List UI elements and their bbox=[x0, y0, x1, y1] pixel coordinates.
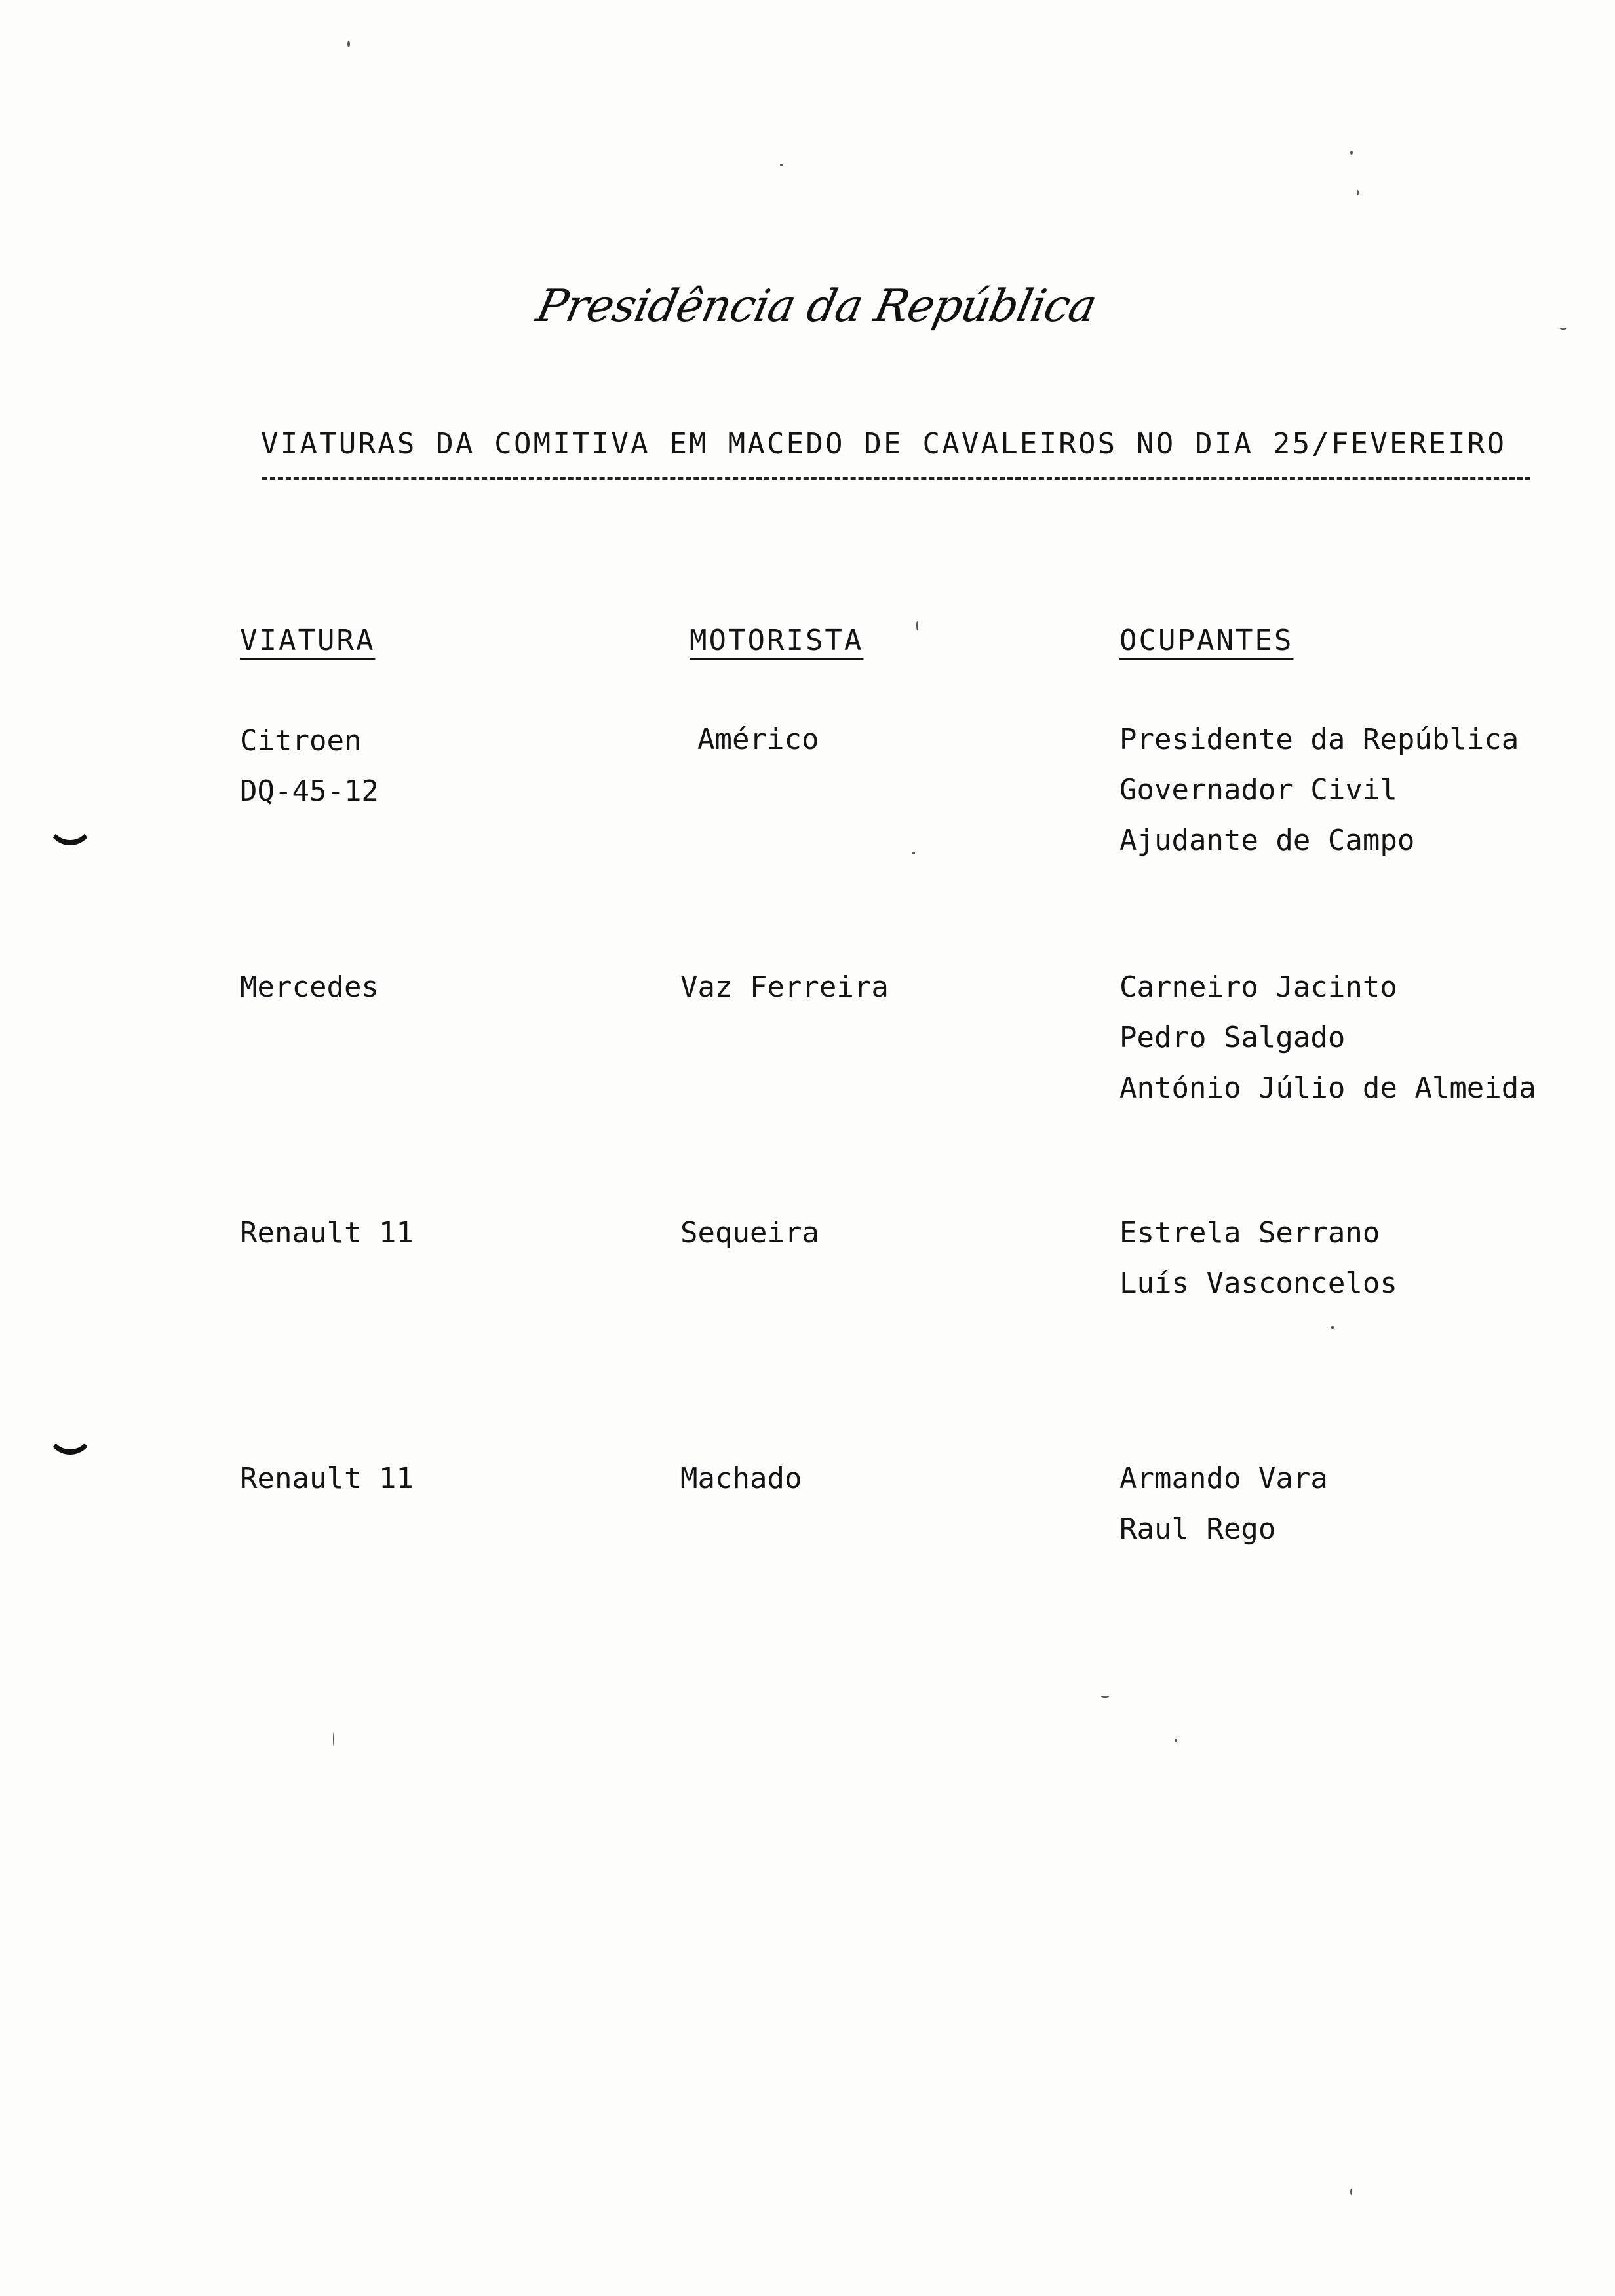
row-3-viatura bbox=[240, 1208, 414, 1258]
column-header-motorista: MOTORISTA bbox=[690, 624, 864, 657]
scan-speck bbox=[912, 852, 915, 854]
row-3-motorista: Sequeira bbox=[680, 1216, 819, 1250]
row-3-ocupantes bbox=[1119, 1208, 1397, 1309]
row-3-ocupante-1: Estrela Serrano bbox=[1119, 1216, 1380, 1250]
row-1-viatura bbox=[240, 716, 379, 816]
letterhead: Presidência da República bbox=[532, 280, 1101, 332]
scan-speck bbox=[1350, 2189, 1352, 2195]
row-1-motorista: Américo bbox=[697, 723, 819, 756]
scan-speck bbox=[1357, 190, 1359, 195]
title-dashed-rule bbox=[262, 477, 1530, 480]
row-2-ocupantes bbox=[1119, 962, 1536, 1113]
row-1-viatura-line-2: DQ-45-12 bbox=[240, 775, 379, 808]
scan-speck bbox=[780, 164, 783, 166]
row-3-ocupante-2: Luís Vasconcelos bbox=[1119, 1267, 1397, 1300]
row-1-ocupante-3: Ajudante de Campo bbox=[1119, 824, 1415, 857]
scan-speck bbox=[1560, 328, 1566, 330]
scan-speck bbox=[1175, 1739, 1177, 1742]
punch-hole-mark bbox=[47, 799, 93, 845]
row-2-motorista: Vaz Ferreira bbox=[680, 970, 889, 1004]
row-4-viatura bbox=[240, 1453, 414, 1504]
row-2-ocupante-2: Pedro Salgado bbox=[1119, 1021, 1346, 1054]
document-title: VIATURAS DA COMITIVA EM MACEDO DE CAVALEIROS NO DIA 25/FEVEREIRO bbox=[261, 427, 1507, 461]
row-4-viatura-line-1: Renault 11 bbox=[240, 1462, 414, 1495]
row-4-ocupante-2: Raul Rego bbox=[1119, 1512, 1276, 1546]
row-1-ocupante-1: Presidente da República bbox=[1119, 723, 1519, 756]
column-header-ocupantes: OCUPANTES bbox=[1119, 624, 1294, 657]
scan-speck bbox=[347, 41, 350, 47]
row-4-ocupante-1: Armando Vara bbox=[1119, 1462, 1328, 1495]
punch-hole-mark bbox=[47, 1409, 93, 1455]
row-2-viatura bbox=[240, 962, 379, 1012]
scan-speck bbox=[1101, 1696, 1109, 1698]
row-2-viatura-line-1: Mercedes bbox=[240, 970, 379, 1004]
scan-speck bbox=[1331, 1326, 1334, 1329]
row-1-ocupantes bbox=[1119, 714, 1519, 866]
row-2-ocupante-3: António Júlio de Almeida bbox=[1119, 1071, 1536, 1105]
row-1-ocupante-2: Governador Civil bbox=[1119, 773, 1397, 807]
scan-speck bbox=[333, 1732, 334, 1746]
scan-speck bbox=[1350, 151, 1353, 155]
row-2-ocupante-1: Carneiro Jacinto bbox=[1119, 970, 1397, 1004]
scan-speck bbox=[916, 621, 918, 630]
column-header-viatura: VIATURA bbox=[240, 624, 376, 657]
row-3-viatura-line-1: Renault 11 bbox=[240, 1216, 414, 1250]
row-4-ocupantes bbox=[1119, 1453, 1328, 1554]
row-4-motorista: Machado bbox=[680, 1462, 802, 1495]
row-1-viatura-line-1: Citroen bbox=[240, 724, 362, 757]
